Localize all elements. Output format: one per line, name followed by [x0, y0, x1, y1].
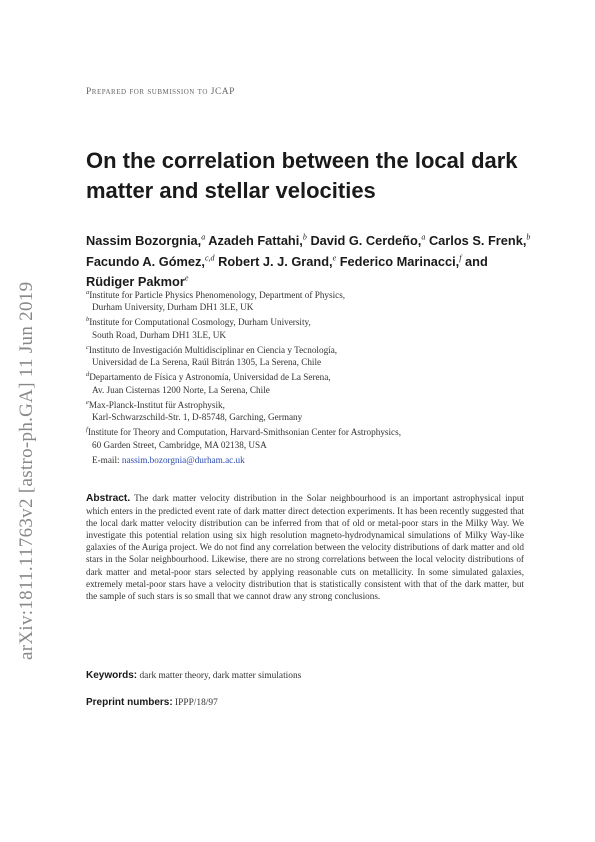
email-line	[86, 454, 526, 466]
affiliations	[86, 287, 526, 467]
affiliation: $^a$Institute for Particle Physics Phenomenology, Department of Physics, Durham University, Durham DH1 3LE, UK	[86, 289, 346, 313]
abstract-label: Abstract.	[86, 493, 131, 504]
affiliation: $^e$Max-Planck-Institut für Astrophysik, Karl-Schwarzschild-Str. 1, D-85748, Garching, Germany	[86, 398, 303, 423]
author: Robert J. J. Grand,$^e$	[218, 253, 337, 269]
affiliation: $^d$Departamento de Física y Astronomía, Universidad de La Serena, Av. Juan Cisternas 1200 Norte, La Serena, Chile	[86, 371, 331, 395]
keywords	[86, 670, 524, 681]
affiliation: $^c$Instituto de Investigación Multidisciplinar en Ciencia y Tecnología, Universidad de La Serena, Raúl Bitrán 1305, La Serena, Chile	[86, 343, 338, 368]
keywords-text: dark matter theory, dark matter simulations	[139, 671, 302, 681]
prepared-for-submission: Prepared for submission to JCAP	[86, 87, 235, 97]
abstract-text: The dark matter velocity distribution in the Solar neighbourhood is an important astrophysical input which enters in the predicted event rate of dark matter direct detection experiments. It has been recently suggested that the local dark matter velocity distribution can be inferred from that of old or metal-poor stars in the Milky Way. We investigate this potential relation using six high resolution magneto-hydrodynamical simulations of Milky Way-like galaxies of the Auriga project. We do not find any correlation between the velocity distributions of dark matter and old stars in the Solar neighbourhood. Likewise, there are no strong correlations between the local velocity distributions of dark matter and metal-poor stars selected by applying reasonable cuts on metallicity. In some simulated galaxies, extremely metal-poor stars have a velocity distribution that is statistically consistent with that of the dark matter, but the sample of such stars is so small that we cannot draw any strong conclusions.	[86, 493, 524, 601]
arxiv-id: arXiv:1811.11763v2 [astro-ph.GA] 11 Jun 2019	[16, 281, 37, 660]
author: Facundo A. Gómez,$^{c,d}$	[86, 253, 215, 269]
abstract	[86, 492, 524, 602]
paper-title: On the correlation between the local dark matter and stellar velocities	[86, 148, 518, 203]
author: and Rüdiger Pakmor$^e$	[86, 253, 488, 289]
author: Nassim Bozorgnia,$^a$	[86, 233, 206, 249]
keywords-label: Keywords:	[86, 670, 138, 681]
arxiv-stamp	[14, 240, 40, 660]
email-link[interactable]: nassim.bozorgnia@durham.ac.uk	[121, 455, 245, 466]
preprint-text: IPPP/18/97	[175, 698, 218, 708]
preprint-numbers	[86, 697, 524, 708]
author: Carlos S. Frenk,$^b$	[428, 233, 531, 249]
author: David G. Cerdeño,$^a$	[310, 233, 426, 249]
author: Azadeh Fattahi,$^b$	[208, 233, 307, 249]
author-list	[86, 229, 531, 290]
author: Federico Marinacci,$^f$	[339, 253, 462, 269]
email-label: E-mail:	[92, 455, 122, 466]
affiliation: $^b$Institute for Computational Cosmology, Durham University, South Road, Durham DH1 3LE, UK	[86, 316, 311, 340]
preprint-label: Preprint numbers:	[86, 697, 173, 708]
affiliation: $^f$Institute for Theory and Computation, Harvard-Smithsonian Center for Astrophysics, 60 Garden Street, Cambridge, MA 02138, USA	[86, 426, 401, 450]
